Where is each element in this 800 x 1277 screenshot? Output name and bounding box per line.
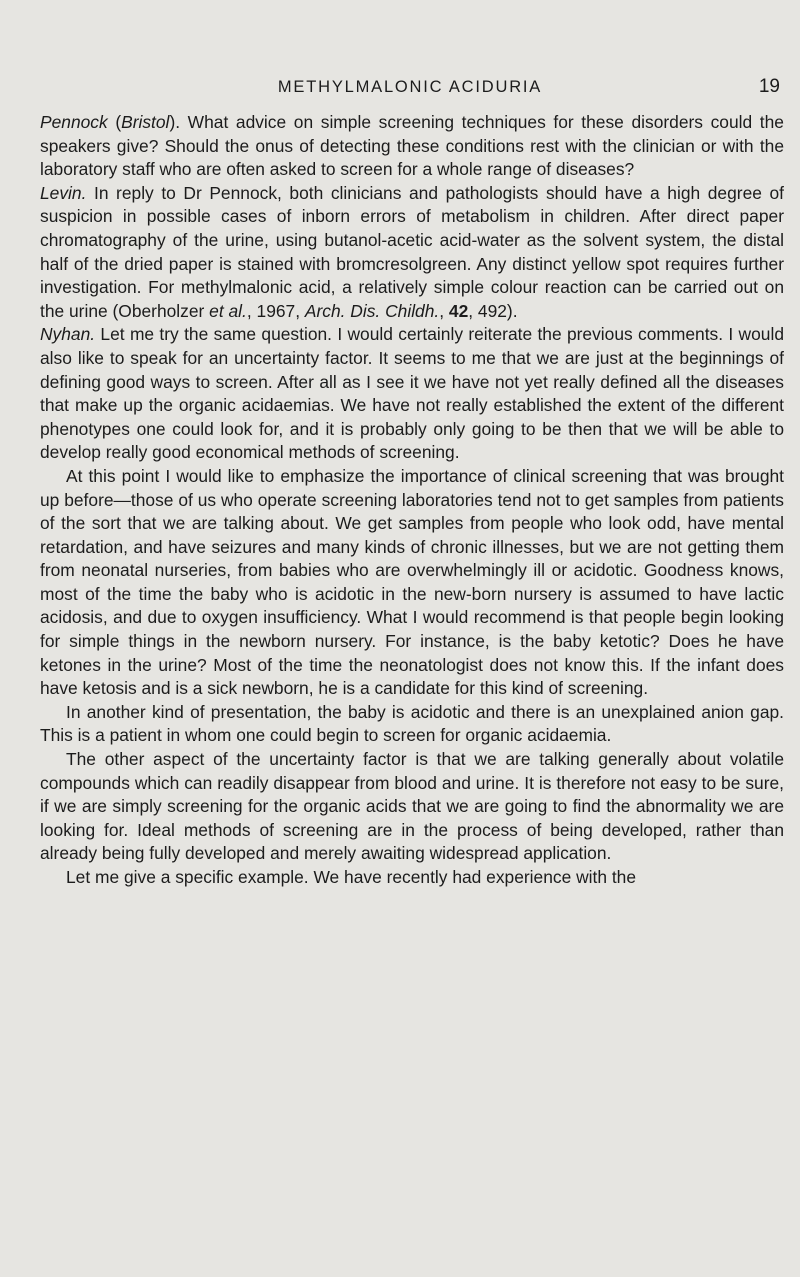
speaker-name: Levin. xyxy=(40,182,87,203)
citation-year: , 1967, xyxy=(246,300,305,321)
citation-journal: Arch. Dis. Childh. xyxy=(304,300,440,321)
speaker-affiliation: Bristol xyxy=(121,112,170,132)
citation-et-al: et al. xyxy=(209,300,247,321)
paragraph-text: What advice on simple screening techniques for these disorders could the speakers give? Should the onus of detecting these conditions rest with the clinician or with the laboratory staff who are often asked to screen for a whole range of diseases? xyxy=(40,112,784,180)
paragraph-text: Let me try the same question. I would certainly reiterate the previous comments. I would also like to speak for an uncertainty factor. It seems to me that we are just at the beginnings of defining good ways to screen. After all as I see it we have not yet really defined all the diseases that make up the organic acidaemias. We have not really established the extent of the different phenotypes one could look for, and it is probably only going to be then that we will be able to develop really good economical methods of screening. xyxy=(40,324,784,463)
paragraph-pennock xyxy=(40,111,784,182)
paragraph-anion-gap: In another kind of presentation, the baby is acidotic and there is an unexplained anion gap. This is a patient in whom one could begin to screen for organic acidaemia. xyxy=(40,701,784,746)
running-title: METHYLMALONIC ACIDURIA xyxy=(277,78,543,96)
paren-close: ). xyxy=(169,112,181,132)
paragraph-levin xyxy=(40,182,784,324)
speaker-name: Nyhan. xyxy=(40,324,96,345)
speaker-name: Pennock xyxy=(40,112,108,132)
citation-pages: , 492). xyxy=(468,300,518,321)
running-header xyxy=(40,74,780,100)
paragraph-clinical-screening: At this point I would like to emphasize the importance of clinical screening that was brought up before—those of us who operate screening laboratories tend not to get samples from patients of the sort that we are talking about. We get samples from people who look odd, have mental retardation, and have seizures and many kinds of chronic illnesses, but we are not getting them from neonatal nurseries, from babies who are overwhelmingly ill or acidotic. Goodness knows, most of the time the baby who is acidotic in the new-born nursery is assumed to have lactic acidosis, and due to oxygen insufficiency. What I would recommend is that people begin looking for simple things in the newborn nursery. For instance, is the baby ketotic? Does he have ketones in the urine? Most of the time the neonatologist does not know this. If the infant does have ketosis and is a sick newborn, he is a candidate for this kind of screening. xyxy=(40,465,784,699)
page-number: 19 xyxy=(758,76,780,97)
paragraph-uncertainty: The other aspect of the uncertainty factor is that we are talking generally about volatile compounds which can readily disappear from blood and urine. It is therefore not easy to be sure, if we are simply screening for the organic acids that we are going to find the abnormality we are looking for. Ideal methods of screening are in the process of being developed, rather than already being fully developed and merely awaiting widespread application. xyxy=(40,749,784,864)
paren-open: ( xyxy=(115,112,122,132)
paragraph-text: In reply to Dr Pennock, both clinicians and pathologists should have a high degree of suspicion in possible cases of inborn errors of metabolism in children. After direct paper chromatography of the urine, using butanol-acetic acid-water as the solvent system, the distal half of the dried paper is stained with bromcresolgreen. Any distinct yellow spot requires further investigation. For methylmalonic acid, a relatively simple colour reaction can be carried out on the urine (Oberholzer xyxy=(40,182,784,321)
citation-separator: , xyxy=(439,300,449,321)
paragraph-nyhan xyxy=(40,323,784,465)
body-text xyxy=(40,111,784,890)
citation-volume: 42 xyxy=(448,300,469,321)
paragraph-specific-example: Let me give a specific example. We have recently had experience with the xyxy=(66,867,637,887)
